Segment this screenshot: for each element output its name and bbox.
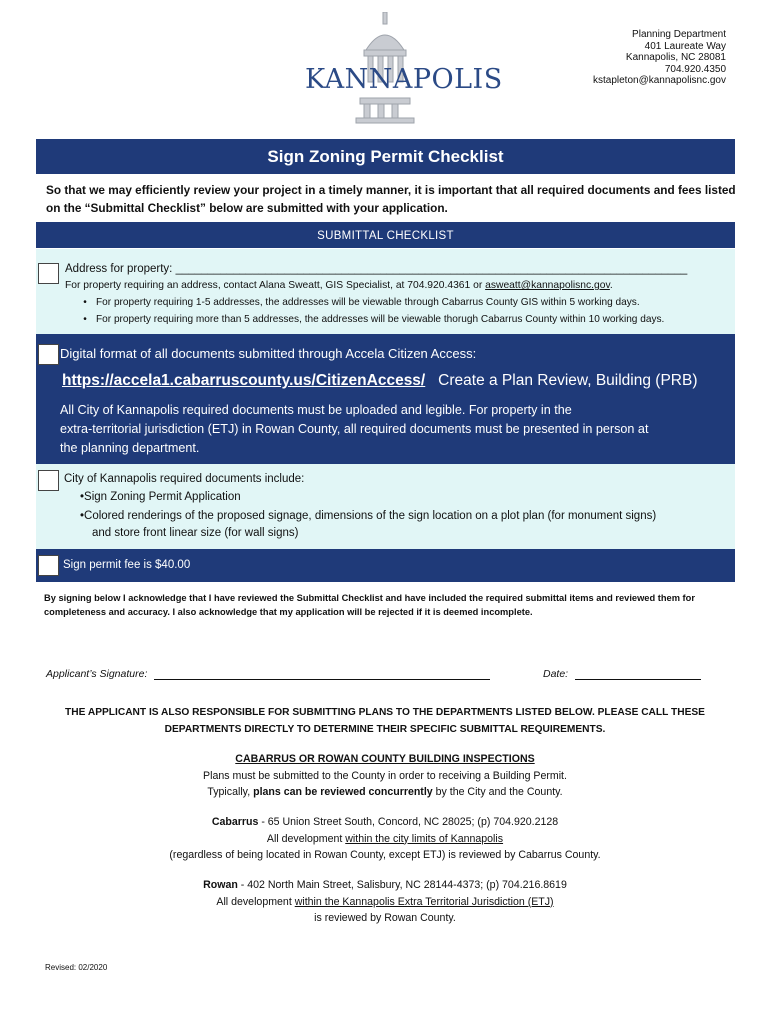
checklist-item-address	[36, 249, 735, 334]
accela-link[interactable]: https://accela1.cabarruscounty.us/CitizenAccess/	[62, 372, 426, 389]
digital-note-line: the planning department.	[60, 441, 200, 455]
address-line: 704.920.4350	[664, 63, 726, 75]
date-label: Date:	[543, 668, 569, 680]
address-note-text: For property requiring an address, contact Alana Sweatt, GIS Specialist, at 704.920.4361 or	[65, 280, 486, 291]
digital-label: Digital format of all documents submitted through Accela Citizen Access:	[60, 346, 477, 361]
address-bullet-text: For property requiring 1-5 addresses, the addresses will be viewable through Cabarrus County GIS within 5 working days.	[96, 297, 640, 308]
address-line: Planning Department	[632, 29, 726, 40]
address-label: Address for property: ________________________________________________________________________________	[65, 263, 688, 275]
documents-checkbox[interactable]	[38, 470, 59, 491]
concurrent-review-text: plans can be reviewed concurrently	[253, 786, 433, 798]
address-note-end: .	[609, 280, 613, 291]
building-inspections-section	[40, 751, 730, 801]
cabarrus-address: Cabarrus - 65 Union Street South, Concord, NC 28025; (p) 704.920.2128	[211, 816, 559, 828]
cabarrus-section	[40, 814, 730, 864]
rowan-line: All development within the Kannapolis Extra Territorial Jurisdiction (ETJ)	[216, 895, 554, 908]
page-title: Sign Zoning Permit Checklist	[36, 139, 735, 174]
department-address	[593, 29, 726, 87]
address-checkbox[interactable]	[38, 263, 59, 284]
inspections-heading: CABARRUS OR ROWAN COUNTY BUILDING INSPECTIONS	[235, 753, 535, 765]
kannapolis-logo	[300, 12, 503, 124]
rowan-section	[40, 877, 730, 927]
address-email: kstapleton@kannapolisnc.gov	[592, 75, 726, 86]
address-line: Kannapolis, NC 28081	[625, 52, 726, 63]
accela-link-suffix: Create a Plan Review, Building (PRB)	[438, 372, 698, 389]
gis-email-link[interactable]: asweatt@kannapolisnc.gov	[485, 280, 610, 291]
checklist-item-documents	[36, 464, 735, 549]
address-bullet: • For property requiring more than 5 addresses, the addresses will be viewable thorugh Cabarrus County within 10 working days.	[83, 314, 665, 325]
date-row	[543, 667, 701, 680]
digital-note-line: extra-territorial jurisdiction (ETJ) in Rowan County, all required documents must be presented in person at	[60, 422, 649, 436]
rowan-line: is reviewed by Rowan County.	[314, 912, 456, 924]
address-note	[65, 280, 613, 291]
address-bullet: • For property requiring 1-5 addresses, the addresses will be viewable through Cabarrus County GIS within 5 working days.	[83, 297, 640, 308]
inspections-line: Typically, plans can be reviewed concurrently by the City and the County.	[207, 786, 563, 798]
revised-date: Revised: 02/2020	[45, 963, 108, 972]
responsibility-notice	[40, 705, 730, 738]
signature-row	[46, 667, 490, 680]
accela-link-line	[62, 372, 698, 390]
cabarrus-line: All development within the city limits of Kannapolis	[266, 832, 504, 845]
intro-text: So that we may efficiently review your project in a timely manner, it is important that all required documents and fees listed on the “Submittal Checklist” below are submitted with your application.	[46, 183, 736, 215]
digital-checkbox[interactable]	[38, 344, 59, 365]
applicant-signature-label: Applicant’s Signature:	[46, 668, 148, 680]
documents-label: City of Kannapolis required documents include:	[64, 473, 305, 485]
logo-text: KANNAPOLIS	[305, 64, 503, 95]
documents-bullet: •Colored renderings of the proposed signage, dimensions of the sign location on a plot plan (for monument signs)	[80, 510, 657, 522]
rowan-address: Rowan - 402 North Main Street, Salisbury, NC 28144-4373; (p) 704.216.8619	[203, 879, 567, 891]
etj-text: within the Kannapolis Extra Territorial Jurisdiction (ETJ)	[294, 895, 554, 908]
fee-label: Sign permit fee is $40.00	[63, 559, 191, 571]
fee-checkbox[interactable]	[38, 555, 59, 576]
address-bullet-text: For property requiring more than 5 addresses, the addresses will be viewable thorugh Cabarrus County within 10 working days.	[96, 314, 665, 325]
acknowledgement-text: By signing below I acknowledge that I have reviewed the Submittal Checklist and have included the required submittal items and reviewed them for completeness and accuracy. I also acknowledge that my application will be rejected if it is deemed incomplete.	[44, 593, 695, 617]
digital-note-line: All City of Kannapolis required documents must be uploaded and legible. For property in the	[60, 403, 572, 417]
date-field[interactable]	[575, 667, 701, 680]
documents-bullet-text: Sign Zoning Permit Application	[84, 491, 241, 503]
address-line: 401 Laureate Way	[644, 40, 726, 52]
documents-bullet-continued: and store front linear size (for wall signs)	[92, 527, 299, 539]
checklist-item-fee	[36, 549, 735, 582]
city-limits-text: within the city limits of Kannapolis	[345, 832, 504, 845]
applicant-signature-field[interactable]	[154, 667, 490, 680]
documents-bullet: •Sign Zoning Permit Application	[80, 491, 241, 503]
inspections-line: Plans must be submitted to the County in order to receiving a Building Permit.	[203, 769, 567, 782]
cabarrus-name: Cabarrus	[211, 816, 259, 828]
responsibility-line: THE APPLICANT IS ALSO RESPONSIBLE FOR SUBMITTING PLANS TO THE DEPARTMENTS LISTED BELOW. PLEASE CALL THESE	[65, 707, 705, 718]
rowan-name: Rowan	[203, 879, 238, 891]
submittal-checklist-heading: SUBMITTAL CHECKLIST	[36, 222, 735, 248]
cabarrus-line: (regardless of being located in Rowan County, except ETJ) is reviewed by Cabarrus County.	[169, 849, 601, 861]
documents-bullet-text: Colored renderings of the proposed signage, dimensions of the sign location on a plot plan (for monument signs)	[84, 510, 657, 522]
responsibility-line: DEPARTMENTS DIRECTLY TO DETERMINE THEIR SPECIFIC SUBMITTAL REQUIREMENTS.	[164, 723, 606, 735]
digital-note	[60, 401, 648, 458]
checklist-item-digital	[36, 334, 735, 464]
